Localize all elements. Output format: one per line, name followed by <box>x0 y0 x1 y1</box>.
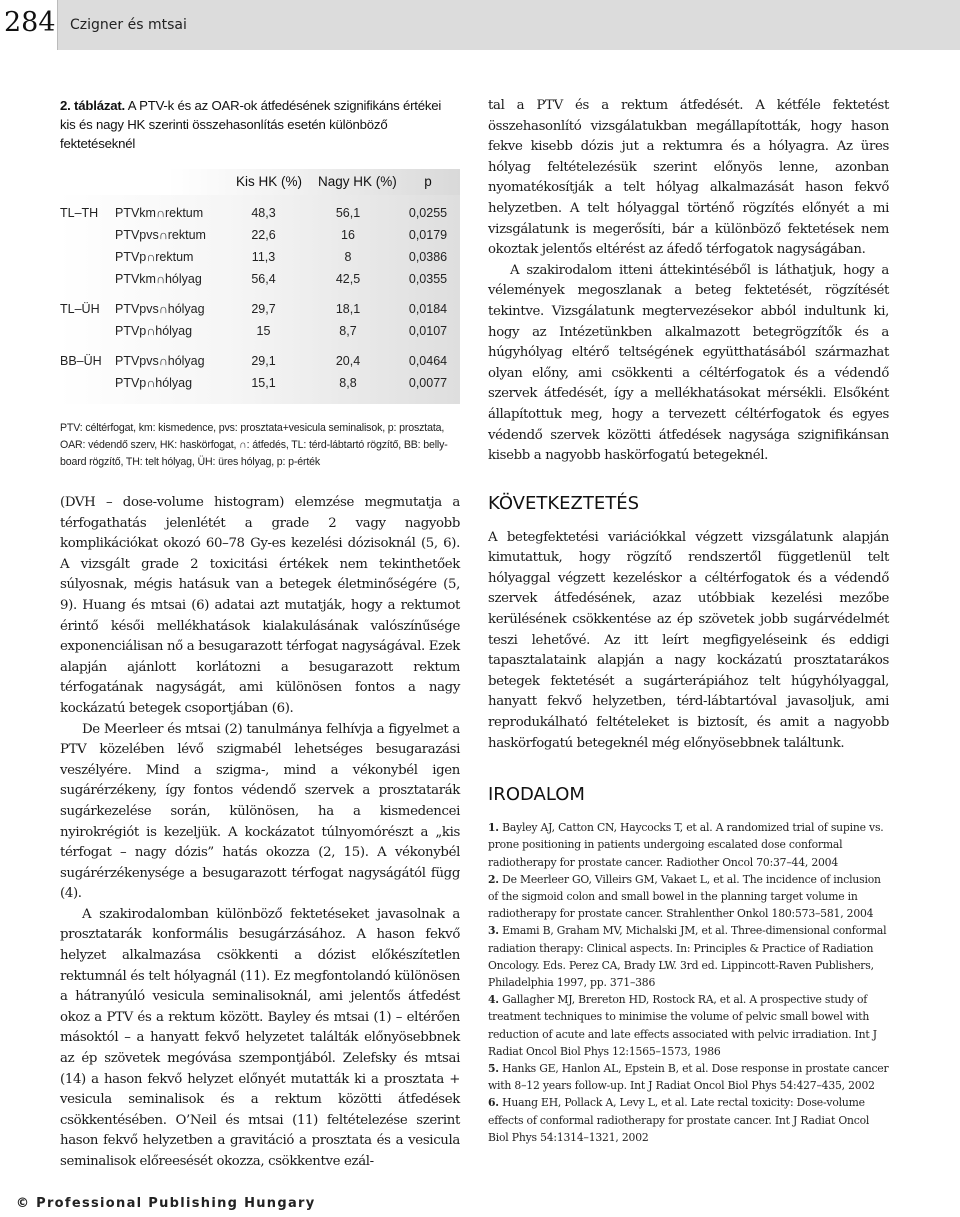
table-cell-p-value: 0,0464 <box>408 354 448 368</box>
footer-copyright: © Professional Publishing Hungary <box>16 1196 316 1211</box>
table-cell-overlap: PTVp∩hólyag <box>115 324 193 338</box>
table-cell-kis-hk: 56,4 <box>251 272 276 286</box>
left-column <box>60 96 460 1173</box>
reference-text: Huang EH, Pollack A, Levy L, et al. Late rectal toxicity: Dose-volume effects of conformal radiotherapy for prostate cancer. Int J Radiat Oncol Biol Phys 54:1314–1321, 2002 <box>488 1096 870 1144</box>
reference-item <box>488 1094 889 1146</box>
table-cell-nagy-hk: 16 <box>341 228 355 242</box>
reference-number: 6. <box>488 1096 499 1110</box>
table-cell-nagy-hk: 8,8 <box>339 376 357 390</box>
table-cell-p-value: 0,0255 <box>408 206 448 220</box>
left-body-text <box>60 493 460 1173</box>
table-cell-group: TL–TH <box>60 206 99 220</box>
reference-text: Emami B, Graham MV, Michalski JM, et al. Three-dimensional conformal radiation therapy: Clinical aspects. In: Principles & Practice of Radiation Oncology. Eds. Perez CA, Brady LW. 3rd ed. Lippincott-Raven Publishers, Philadelphia 1997, pp. 371–386 <box>488 924 887 990</box>
reference-number: 5. <box>488 1062 499 1076</box>
table-cell-nagy-hk: 56,1 <box>335 206 361 220</box>
reference-text: Bayley AJ, Catton CN, Haycocks T, et al. A randomized trial of supine vs. prone positioning in patients undergoing escalated dose conformal radiotherapy for prostate cancer. Radiother Oncol 70:37–44, 2004 <box>488 821 884 869</box>
table-cell-kis-hk: 48,3 <box>251 206 276 220</box>
table-cell-nagy-hk: 18,1 <box>335 302 361 316</box>
body-paragraph: A szakirodalomban különböző fektetéseket javasolnak a prosztatarák konformális besugárzásához. A hason fekvő helyzet alkalmazása csökkenti a dózist előkészítetlen rektumnál és telt hólyagnál (11). Ez megfontolandó különösen a hátranyúló vesicula seminalisoknál, ami jelentős átfedést okoz a PTV és a rektum között. Bayley és mtsai (1) – eltérően másoktól – a hanyatt fekvő helyzetet találták előnyösebbnek az ép szövetek megóvása szempontjából. Zelefsky és mtsai (14) a hason fekvő helyzet előnyét mutatták ki a prosztata + vesicula seminalisok és a rektum közötti átfedések csökkentésében. O’Neil és mtsai (11) feltételezése szerint hason fekvő helyzetben a gravitáció a prosztata és a vesicula seminalisok előreesését okozza, csökkentve ezál- <box>60 906 460 1169</box>
reference-text: Hanks GE, Hanlon AL, Epstein B, et al. Dose response in prostate cancer with 8–12 years follow-up. Int J Radiat Oncol Biol Phys 54:427–435, 2002 <box>488 1062 889 1093</box>
table-cell-group: BB–ÜH <box>60 354 102 368</box>
reference-text: Gallagher MJ, Brereton HD, Rostock RA, et al. A prospective study of treatment techniques to minimise the volume of pelvic small bowel with reduction of acute and late effects associated with pelvic irradiation. Int J Radiat Oncol Biol Phys 12:1565–1573, 1986 <box>488 993 877 1058</box>
table-caption-text: A PTV-k és az OAR-ok átfedésének szignifikáns értékei kis és nagy HK szerinti összehasonlítás esetén különböző fektetéseknél <box>60 98 442 151</box>
table-cell-p-value: 0,0107 <box>408 324 448 338</box>
running-head: Czigner és mtsai <box>70 17 187 33</box>
table-cell-overlap: PTVp∩rektum <box>115 250 194 264</box>
body-paragraph: De Meerleer és mtsai (2) tanulmánya felhívja a figyelmet a PTV közelében lévő szigmabél lehetséges besugarazási veszélyére. Mind a szigma-, mind a vékonybél igen sugárérzékeny, így fontos védendő szervek a prosztatarák sugárkezelése során, különösen, ha a kismedencei nyirokrégiót is kezeljük. A kockázatot túlnyomórészt a „kis térfogat – nagy dózis” hatás okozza (2, 15). A vékonybél sugárérzékenysége a besugarazott térfogat nagyságától függ (4). <box>60 721 460 902</box>
reference-item <box>488 871 889 923</box>
page-number: 284 <box>4 7 56 38</box>
references-list <box>488 819 889 1146</box>
table-cell-kis-hk: 29,1 <box>251 354 276 368</box>
column-header-kis-hk: Kis HK (%) <box>236 174 303 189</box>
reference-number: 4. <box>488 993 499 1007</box>
table-cell-kis-hk: 11,3 <box>251 250 276 264</box>
table-cell-overlap: PTVpvs∩rektum <box>115 228 206 242</box>
table-cell-overlap: PTVpvs∩hólyag <box>115 354 205 368</box>
column-header-nagy-hk: Nagy HK (%) <box>318 174 397 189</box>
reference-item <box>488 991 889 1060</box>
table-note: PTV: céltérfogat, km: kismedence, pvs: prosztata+vesicula seminalisok, p: prosztata, OAR: védendő szerv, HK: haskörfogat, ∩: átfedés, TL: térd-lábtartó rögzítő, BB: belly-board rögzítő, TH: telt hólyag, ÜH: üres hólyag, p: p-érték <box>60 422 448 468</box>
references-heading: IRODALOM <box>488 784 585 806</box>
table-cell-overlap: PTVkm∩rektum <box>115 206 204 220</box>
table-cell-group: TL–ÜH <box>60 302 100 316</box>
table-cell-nagy-hk: 8 <box>344 250 352 264</box>
table-cell-overlap: PTVpvs∩hólyag <box>115 302 205 316</box>
table-cell-kis-hk: 22,6 <box>251 228 276 242</box>
table-cell-p-value: 0,0355 <box>408 272 448 286</box>
data-table <box>58 169 460 404</box>
reference-item <box>488 922 889 991</box>
table-cell-p-value: 0,0179 <box>408 228 448 242</box>
table-body-background <box>58 195 460 404</box>
right-body-text <box>488 96 889 467</box>
reference-number: 3. <box>488 924 499 938</box>
body-paragraph: tal a PTV és a rektum átfedését. A kétféle fektetést összehasonlító vizsgálatukban megállapították, hogy hason fekve kisebb dózis jut a rektumra és a hólyagra. Az üres hólyag feltételezésük szerint előnyös lenne, azonban nyomatékosítják a telt hólyag alkalmazását hason fekvő helyzetben. A telt hólyaggal történő rögzítés előnyét a mi vizsgálatunk is megerősíti, bár a különböző fektetések nem okoztak jelentős eltérést az áfedő térfogatok nagyságában. <box>488 98 889 258</box>
conclusion-heading: KÖVETKEZTETÉS <box>488 492 640 514</box>
table-cell-p-value: 0,0077 <box>408 376 448 390</box>
reference-number: 1. <box>488 821 499 835</box>
table-caption-label: 2. táblázat. <box>60 98 126 113</box>
conclusion-paragraph: A betegfektetési variációkkal végzett vizsgálatunk alapján kimutattuk, hogy rögzítő rendszertől függetlenül telt hólyaggal végzett kezeléskor a céltérfogatok és a védendő szervek átfedésének, azaz utóbbiak kezelési mezőbe kerülésének csökkentése az ép szövetek jobb sugárvédelmét teszi lehetővé. Az itt leírt megfigyeléseink és eddigi tapasztalataink alapján a nagy kockázatú prosztatarákos betegek fektetését a sugárterápiához telt húgyhólyaggal, hanyatt fekvő helyzetben, térd-lábtartóval javasoljuk, ami reprodukálható feltételeket is biztosít, és amit a nagyobb haskörfogatú betegeknél még előnyösebbnek találtunk. <box>488 529 889 751</box>
table-cell-overlap: PTVp∩hólyag <box>115 376 193 390</box>
header-bar <box>0 0 960 50</box>
page-number-box <box>0 0 58 50</box>
table-cell-nagy-hk: 42,5 <box>335 272 361 286</box>
table-cell-p-value: 0,0184 <box>408 302 448 316</box>
table-cell-kis-hk: 29,7 <box>251 302 276 316</box>
body-paragraph: (DVH – dose-volume histogram) elemzése megmutatja a térfogathatás jelenlétét a grade 2 vagy nagyobb komplikációkat okozó 60–78 Gy-es kezelési dózisoknál (5, 6). A vizsgált grade 2 toxicitási értékek nem tekinthetőek súlyosnak, mégis hatásuk van a betegek életminőségére (5, 9). Huang és mtsai (6) adatai azt mutatják, hogy a rektumot érintő késői mellékhatások kialakulásának valószínűsége exponenciálisan nő a besugarazott térfogat nagyságával. Ezek alapján ajánlott korlátozni a besugarazott rektum térfogatának nagyságát, ami különösen fontos a nagy kockázatú betegek csoportjában (6). <box>60 495 460 716</box>
reference-item <box>488 1060 889 1094</box>
table-cell-kis-hk: 15 <box>256 324 271 338</box>
table-cell-kis-hk: 15,1 <box>251 376 276 390</box>
table-cell-nagy-hk: 20,4 <box>335 354 361 368</box>
reference-text: De Meerleer GO, Villeirs GM, Vakaet L, et al. The incidence of inclusion of the sigmoid colon and small bowel in the planning target volume in radiotherapy for prostate cancer. Strahlenther Onkol 180:573–581, 2004 <box>488 872 881 921</box>
table-caption <box>60 96 460 153</box>
reference-item <box>488 819 889 871</box>
body-paragraph: A szakirodalom itteni áttekintéséből is láthatjuk, hogy a vélemények megoszlanak a beteg fektetését, rögzítését tekintve. Vizsgálatunk megtervezésekor abból indultunk ki, hogy az Intézetünkben alkalmazott betegrögzítők és a húgyhólyag eltérő teltségének együtthatásából származhat olyan előny, ami csökkenti a céltérfogatok és a védendő szervek átfedését, így a mellékhatásokat mérsékli. Elsőként állapítottuk meg, hogy a tervezett céltérfogatok és egyes védendő szervek közötti átfedések nagysága szignifikánsan kisebb a nagyobb haskörfogatú betegeknél. <box>488 262 889 464</box>
table-cell-nagy-hk: 8,7 <box>339 324 357 338</box>
column-header-p: p <box>424 174 432 189</box>
reference-number: 2. <box>488 872 499 886</box>
right-column <box>488 96 889 1146</box>
table-cell-p-value: 0,0386 <box>408 250 448 264</box>
table-cell-overlap: PTVkm∩hólyag <box>115 272 202 286</box>
